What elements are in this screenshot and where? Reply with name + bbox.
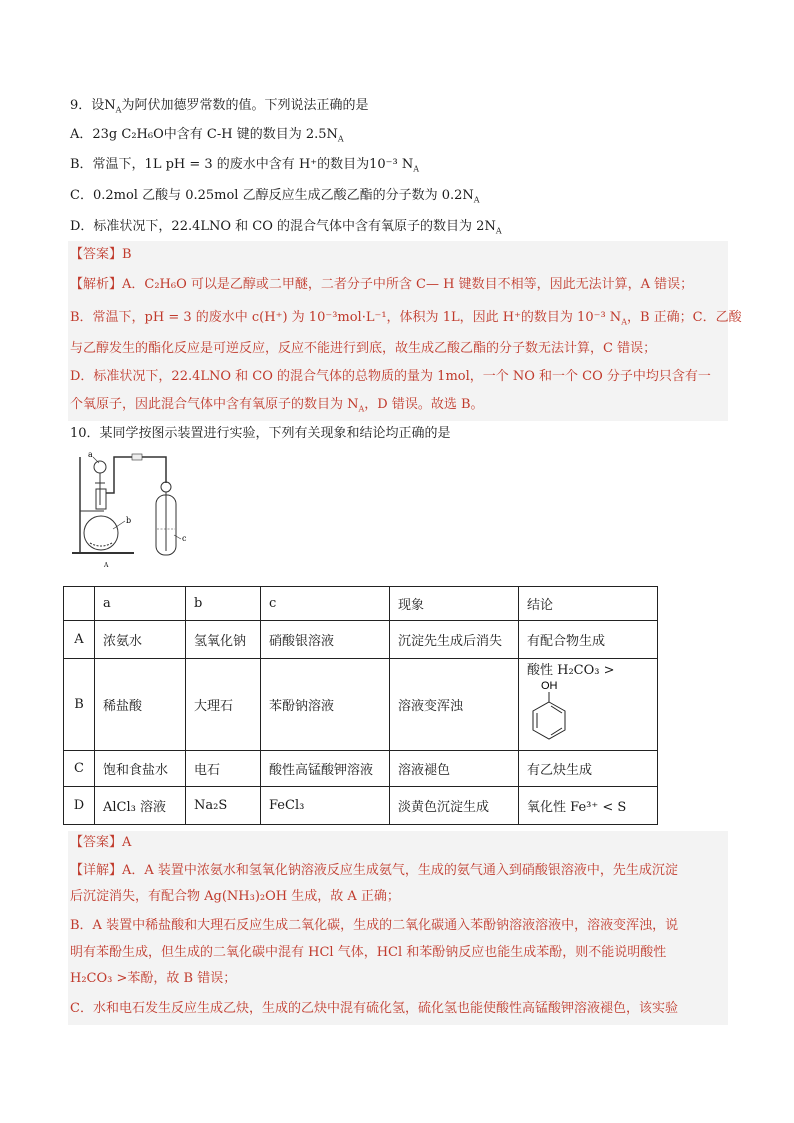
table-cell: Na₂S bbox=[186, 787, 261, 825]
q10-options-table bbox=[63, 586, 658, 825]
table-cell: 有配合物生成 bbox=[519, 621, 658, 659]
table-cell: 浓氨水 bbox=[95, 621, 186, 659]
q10-detail-4: 明有苯酚生成，但生成的二氧化碳中混有 HCl 气体，HCl 和苯酚钠反应也能生成苯酚，则不能说明酸性 bbox=[70, 945, 667, 960]
table-row bbox=[64, 787, 658, 825]
table-cell: A bbox=[64, 621, 95, 659]
label-a: a bbox=[88, 450, 93, 459]
table-cell: a bbox=[95, 587, 186, 621]
q10-answer: 【答案】A bbox=[70, 835, 132, 850]
q9-option-d: D．标准状况下，22.4LNO 和 CO 的混合气体中含有氧原子的数目为 $2N_A$ bbox=[70, 219, 502, 236]
q10-stem: 10．某同学按图示装置进行实验，下列有关现象和结论均正确的是 bbox=[70, 426, 451, 441]
table-cell bbox=[519, 659, 658, 751]
label-b: b bbox=[126, 516, 132, 525]
q9-stem: 9．设$N_A$为阿伏加德罗常数的值。下列说法正确的是 bbox=[70, 98, 369, 115]
table-row bbox=[64, 659, 658, 751]
oh-label: OH bbox=[541, 680, 558, 692]
table-cell: 苯酚钠溶液 bbox=[261, 659, 390, 751]
table-cell: c bbox=[261, 587, 390, 621]
q9-option-c: C．0.2mol 乙酸与 0.25mol 乙醇反应生成乙酸乙酯的分子数为 $0.2N_A$ bbox=[70, 188, 480, 205]
table-cell: FeCl₃ bbox=[261, 787, 390, 825]
table-cell: D bbox=[64, 787, 95, 825]
q9-analysis-5: 个氧原子，因此混合气体中含有氧原子的数目为 $N_A$，D 错误。故选 B。 bbox=[70, 397, 484, 414]
label-A: A bbox=[104, 562, 109, 569]
table-cell: B bbox=[64, 659, 95, 751]
phenol-structure-icon bbox=[529, 678, 573, 750]
table-cell: 氢氧化钠 bbox=[186, 621, 261, 659]
table-cell: 稀盐酸 bbox=[95, 659, 186, 751]
table-cell: 淡黄色沉淀生成 bbox=[390, 787, 519, 825]
table-row bbox=[64, 751, 658, 787]
table-cell: 沉淀先生成后消失 bbox=[390, 621, 519, 659]
table-cell: 氧化性 Fe³⁺ < S bbox=[519, 787, 658, 825]
q10-detail-1: 【详解】A．A 装置中浓氨水和氢氧化钠溶液反应生成氨气，生成的氨气通入到硝酸银溶液中，先生成沉淀 bbox=[70, 863, 678, 878]
table-cell: 有乙炔生成 bbox=[519, 751, 658, 787]
table-cell: 溶液褪色 bbox=[390, 751, 519, 787]
q9-option-b: B．常温下，1L pH = 3 的废水中含有 H⁺的数目为10⁻³ $N_A$ bbox=[70, 157, 420, 174]
table-header-row bbox=[64, 587, 658, 621]
q10-detail-2: 后沉淀消失，有配合物 Ag(NH₃)₂OH 生成，故 A 正确； bbox=[70, 889, 400, 904]
table-cell: 大理石 bbox=[186, 659, 261, 751]
label-c: c bbox=[182, 534, 187, 543]
table-cell: 酸性高锰酸钾溶液 bbox=[261, 751, 390, 787]
q9-analysis-2: B．常温下，pH = 3 的废水中 c(H⁺) 为 10⁻³mol·L⁻¹，体积为 1L，因此 H⁺的数目为 10⁻³ $N_A$，B 正确；C．乙酸 bbox=[70, 310, 742, 327]
table-cell: 饱和食盐水 bbox=[95, 751, 186, 787]
apparatus-figure bbox=[70, 449, 200, 571]
table-cell: 结论 bbox=[519, 587, 658, 621]
q9-option-a: A．23g C₂H₆O中含有 C-H 键的数目为 $2.5N_A$ bbox=[70, 127, 344, 144]
table-cell: 现象 bbox=[390, 587, 519, 621]
table-cell bbox=[64, 587, 95, 621]
table-cell: b bbox=[186, 587, 261, 621]
table-cell: C bbox=[64, 751, 95, 787]
q9-analysis-4: D．标准状况下，22.4LNO 和 CO 的混合气体的总物质的量为 1mol，一个 NO 和一个 CO 分子中均只含有一 bbox=[70, 369, 711, 384]
q9-analysis-3: 与乙醇发生的酯化反应是可逆反应，反应不能进行到底，故生成乙酸乙酯的分子数无法计算，C 错误； bbox=[70, 341, 657, 356]
table-row bbox=[64, 621, 658, 659]
table-cell: AlCl₃ 溶液 bbox=[95, 787, 186, 825]
acidity-conclusion: 酸性 H₂CO₃ > bbox=[527, 663, 615, 678]
table-cell: 溶液变浑浊 bbox=[390, 659, 519, 751]
table-cell: 电石 bbox=[186, 751, 261, 787]
table-cell: 硝酸银溶液 bbox=[261, 621, 390, 659]
q10-detail-6: C．水和电石发生反应生成乙炔，生成的乙炔中混有硫化氢，硫化氢也能使酸性高锰酸钾溶液褪色，该实验 bbox=[70, 1001, 678, 1016]
q10-detail-3: B．A 装置中稀盐酸和大理石反应生成二氧化碳，生成的二氧化碳通入苯酚钠溶液溶液中，溶液变浑浊，说 bbox=[70, 918, 679, 933]
q10-detail-5: H₂CO₃ >苯酚，故 B 错误； bbox=[70, 971, 237, 986]
q9-analysis-1: 【解析】A．C₂H₆O 可以是乙醇或二甲醚，二者分子中所含 C— H 键数目不相等，因此无法计算，A 错误； bbox=[70, 277, 694, 292]
q9-answer: 【答案】B bbox=[70, 247, 132, 262]
